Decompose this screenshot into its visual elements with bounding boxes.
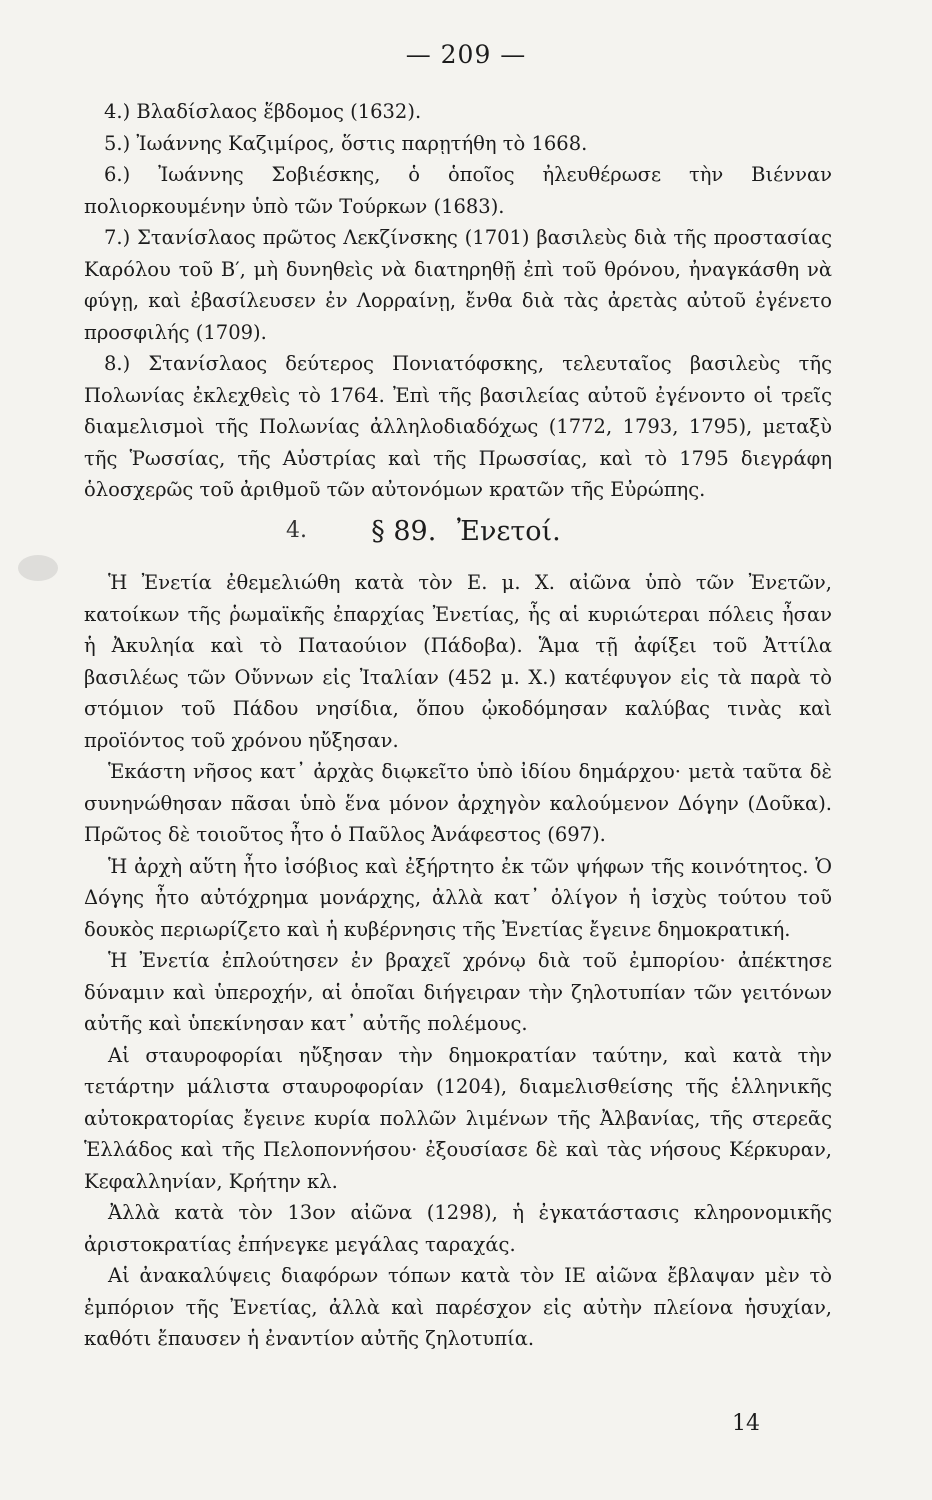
paper-stain bbox=[18, 555, 58, 581]
signature-mark: 14 bbox=[732, 1411, 760, 1436]
section-number: § 89. bbox=[371, 516, 437, 547]
list-item: 8.) Στανίσλαος δεύτερος Πονιατόφσκης, τελευταῖος βασιλεὺς τῆς Πολωνίας ἐκλεχθεὶς τὸ 1764. Ἐπὶ τῆς βασιλείας αὐτοῦ ἐγένοντο οἱ τρεῖς διαμελισμοὶ τῆς Πολωνίας ἀλληλοδιαδόχως (1772, 1793, 1795), μεταξὺ τῆς Ῥωσσίας, τῆς Αὐστρίας καὶ τῆς Πρωσσίας, καὶ τὸ 1795 διεγράφη ὁλοσχερῶς τοῦ ἀριθμοῦ τῶν αὐτονόμων κρατῶν τῆς Εὐρώπης. bbox=[84, 352, 832, 501]
list-item: 7.) Στανίσλαος πρῶτος Λεκζίνσκης (1701) βασιλεὺς διὰ τῆς προστασίας Καρόλου τοῦ Β′, μὴ δυνηθεὶς νὰ διατηρηθῇ ἐπὶ τοῦ θρόνου, ἠναγκάσθη νὰ φύγῃ, καὶ ἐβασίλευσεν ἐν Λορραίνῃ, ἔνθα διὰ τὰς ἀρετὰς αὐτοῦ ἐγένετο προσφιλής (1709). bbox=[84, 226, 832, 344]
margin-pencil-mark: 4. bbox=[286, 518, 307, 543]
paragraph: Ἡ ἀρχὴ αὕτη ἦτο ἰσόβιος καὶ ἐξήρτητο ἐκ τῶν ψήφων τῆς κοινότητος. Ὁ Δόγης ἦτο αὐτόχρημα μονάρχης, ἀλλὰ κατ᾽ ὀλίγον ἡ ἰσχὺς τούτου τοῦ δουκὸς περιωρίζετο καὶ ἡ κυβέρνησις τῆς Ἐνετίας ἔγεινε δημοκρατική. bbox=[84, 854, 832, 941]
paragraph: Ἑκάστη νῆσος κατ᾽ ἀρχὰς διῳκεῖτο ὑπὸ ἰδίου δημάρχου· μετὰ ταῦτα δὲ συνηνώθησαν πᾶσαι ὑπὸ ἕνα μόνον ἀρχηγὸν καλούμενον Δόγην (Δοῦκα). Πρῶτος δὲ τοιοῦτος ἦτο ὁ Παῦλος Ἀνάφεστος (697). bbox=[84, 760, 832, 846]
list-item: 4.) Βλαδίσλαος ἕβδομος (1632). bbox=[104, 100, 422, 123]
page-number: — 209 — bbox=[405, 40, 527, 69]
section-body bbox=[84, 567, 832, 1355]
paragraph: Ἀλλὰ κατὰ τὸν 13ον αἰῶνα (1298), ἡ ἐγκατάστασις κληρονομικῆς ἀριστοκρατίας ἐπήνεγκε μεγάλας ταραχάς. bbox=[84, 1201, 832, 1256]
list-item: 5.) Ἰωάννης Καζιμίρος, ὅστις παρῃτήθη τὸ 1668. bbox=[104, 131, 588, 155]
paragraph: Αἱ σταυροφορίαι ηὔξησαν τὴν δημοκρατίαν ταύτην, καὶ κατὰ τὴν τετάρτην μάλιστα σταυροφορίαν (1204), διαμελισθείσης τῆς ἑλληνικῆς αὐτοκρατορίας ἔγεινε κυρία πολλῶν λιμένων τῆς Ἀλβανίας, τῆς στερεᾶς Ἑλλάδος καὶ τῆς Πελοποννήσου· ἐξουσίασε δὲ καὶ τὰς νήσους Κέρκυραν, Κεφαλληνίαν, Κρήτην κλ. bbox=[84, 1043, 832, 1193]
list-of-kings bbox=[84, 96, 832, 506]
section-heading bbox=[0, 516, 932, 547]
section-title: Ἐνετοί. bbox=[456, 516, 561, 547]
list-item: 6.) Ἰωάννης Σοβιέσκης, ὁ ὁποῖος ἠλευθέρωσε τὴν Βιένναν πολιορκουμένην ὑπὸ τῶν Τούρκων (1683). bbox=[84, 163, 832, 218]
paragraph: Ἡ Ἐνετία ἐπλούτησεν ἐν βραχεῖ χρόνῳ διὰ τοῦ ἐμπορίου· ἀπέκτησε δύναμιν καὶ ὑπεροχήν, αἱ ὁποῖαι διήγειραν τὴν ζηλοτυπίαν τῶν γειτόνων αὐτῆς καὶ ὑπεκίνησαν κατ᾽ αὐτῆς πολέμους. bbox=[84, 949, 832, 1035]
paragraph: Ἡ Ἐνετία ἐθεμελιώθη κατὰ τὸν Ε. μ. Χ. αἰῶνα ὑπὸ τῶν Ἐνετῶν, κατοίκων τῆς ῥωμαϊκῆς ἐπαρχίας Ἐνετίας, ἧς αἱ κυριώτεραι πόλεις ἦσαν ἡ Ἀκυληία καὶ τὸ Παταούιον (Πάδοβα). Ἅμα τῇ ἀφίξει τοῦ Ἀττίλα βασιλέως τῶν Οὔννων εἰς Ἰταλίαν (452 μ. Χ.) κατέφυγον εἰς τὰ παρὰ τὸ στόμιον τοῦ Πάδου νησίδια, ὅπου ᾠκοδόμησαν καλύβας τινὰς καὶ προϊόντος τοῦ χρόνου ηὔξησαν. bbox=[84, 571, 832, 752]
paragraph: Αἱ ἀνακαλύψεις διαφόρων τόπων κατὰ τὸν ΙΕ αἰῶνα ἔβλαψαν μὲν τὸ ἐμπόριον τῆς Ἐνετίας, ἀλλὰ καὶ παρέσχον εἰς αὐτὴν πλείονα ἡσυχίαν, καθότι ἔπαυσεν ἡ ἐναντίον αὐτῆς ζηλοτυπία. bbox=[84, 1264, 832, 1350]
